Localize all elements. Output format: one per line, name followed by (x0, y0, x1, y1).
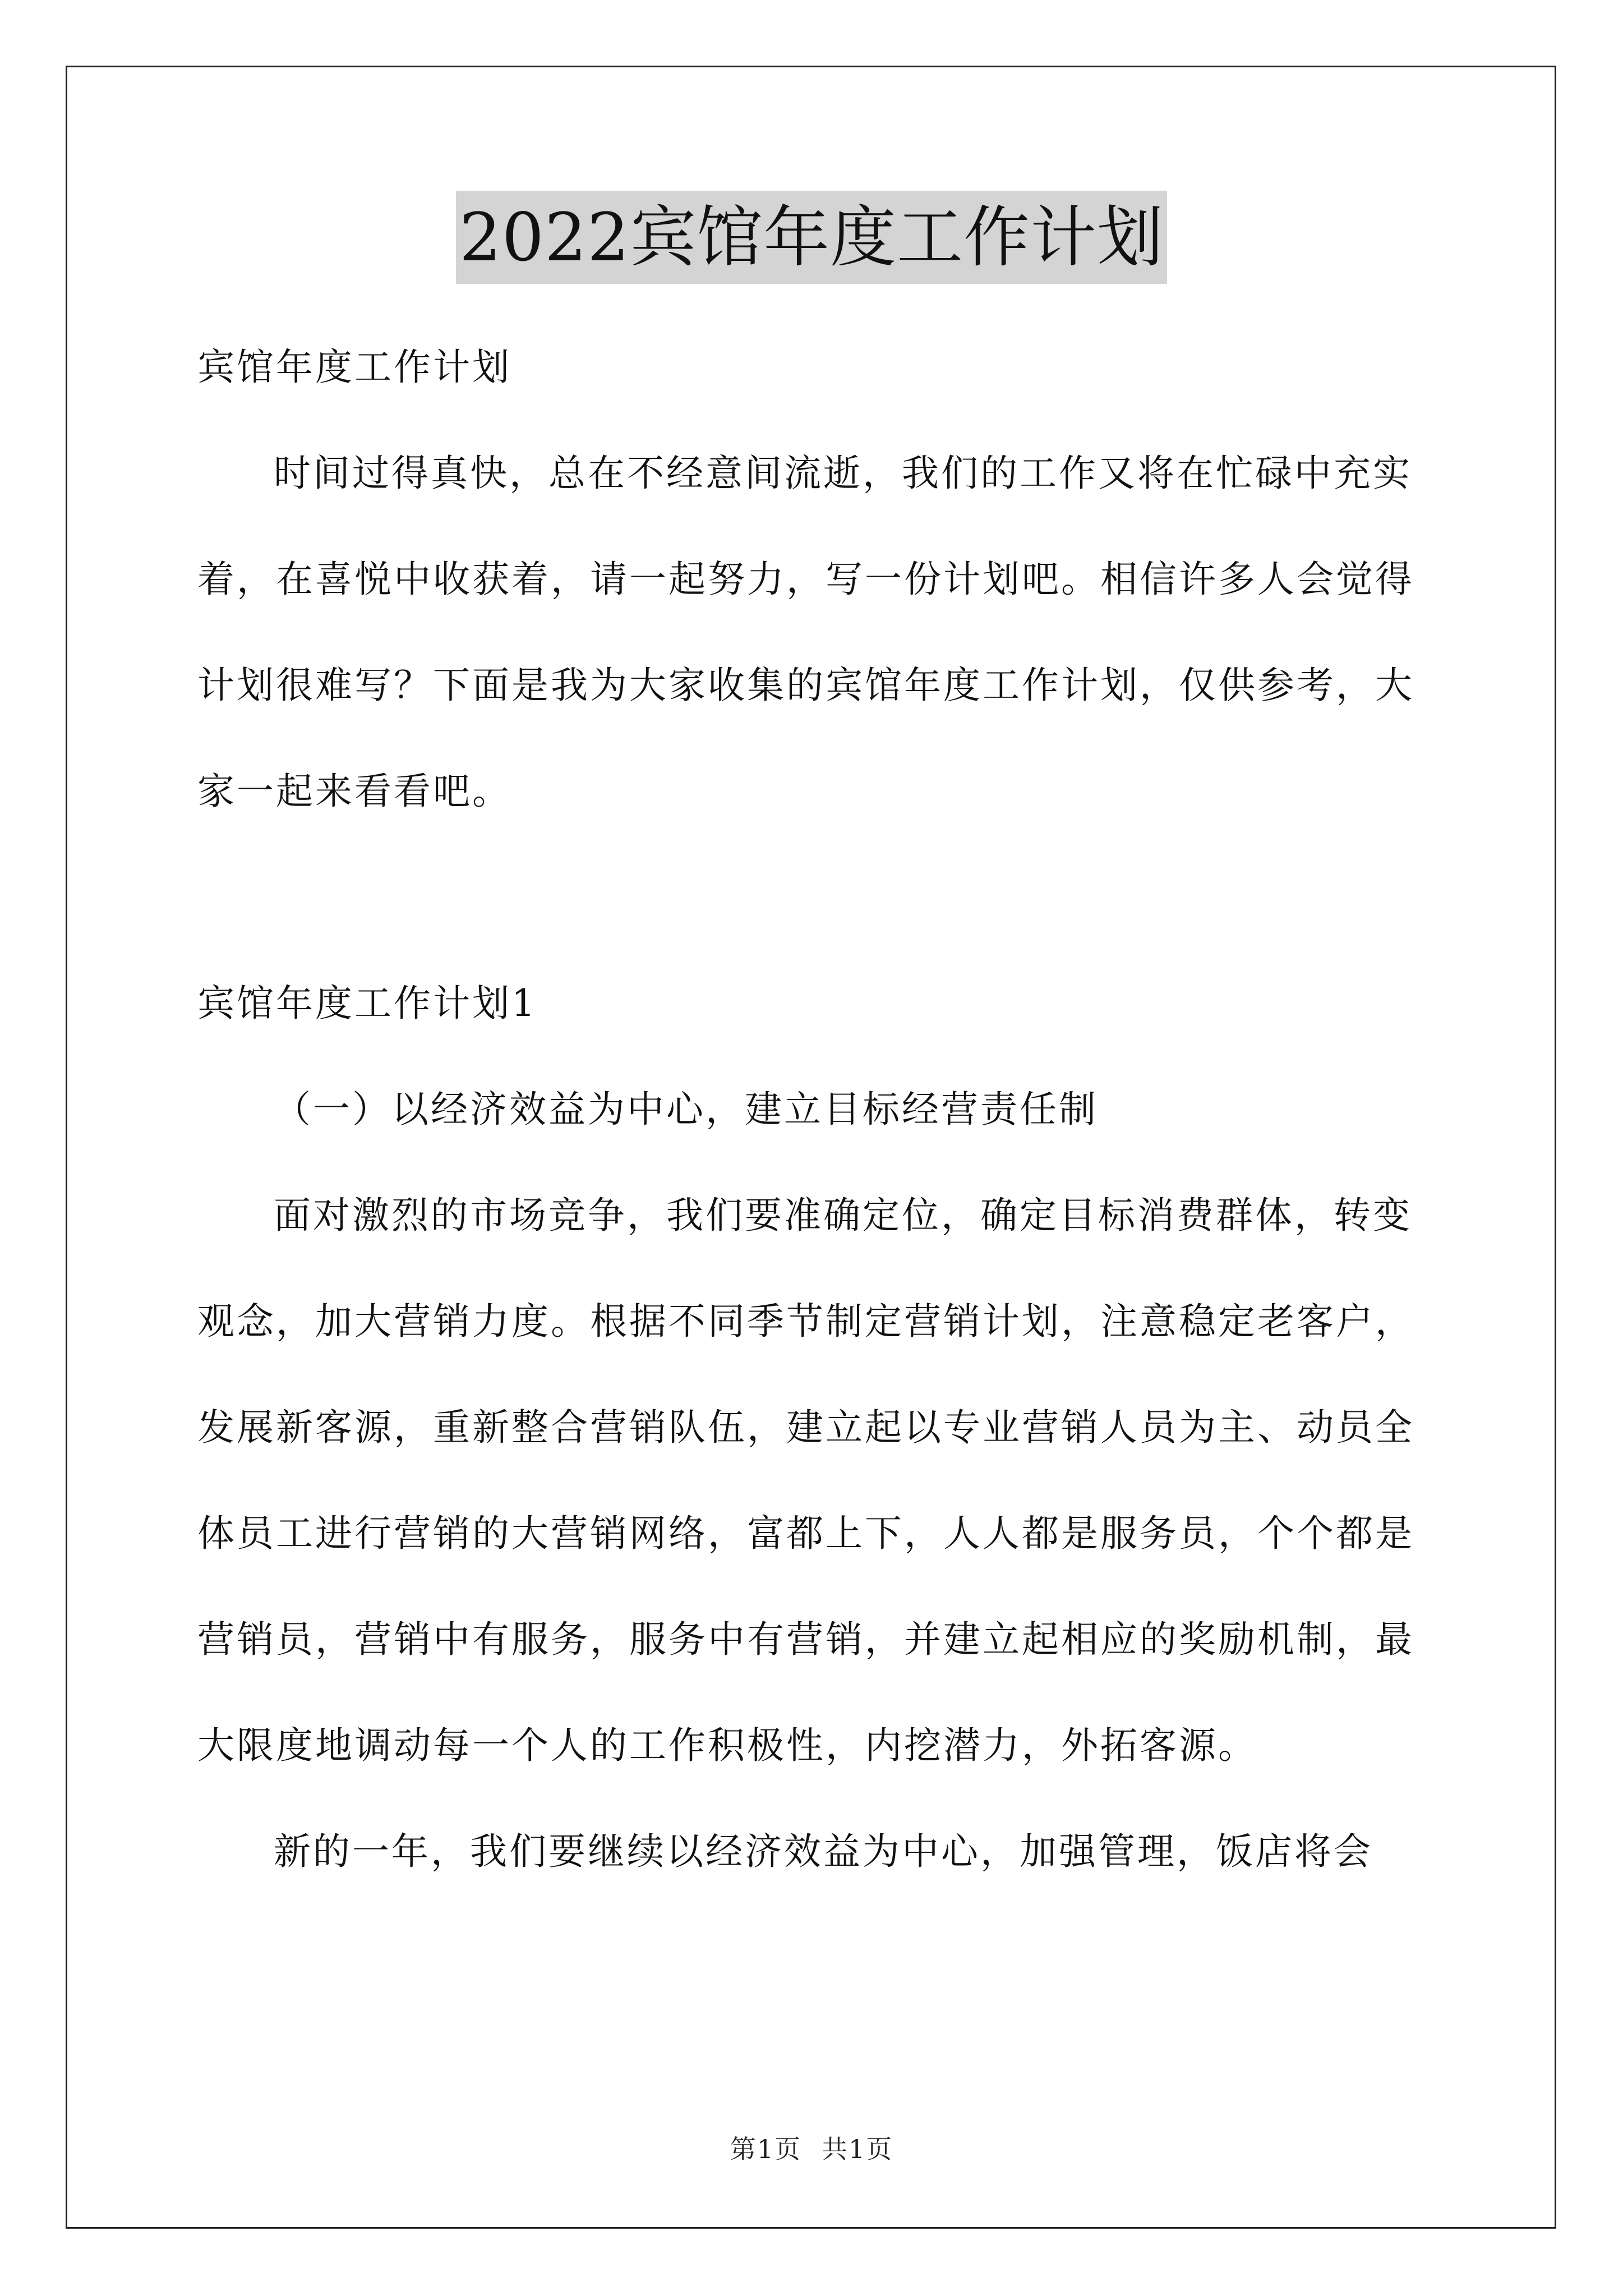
body-paragraph-continued: 新的一年，我们要继续以经济效益为中心，加强管理，饭店将会 (274, 1830, 1373, 1873)
page-number-total: 共1页 (822, 2134, 893, 2164)
document-title: 2022宾馆年度工作计划 (456, 191, 1167, 284)
intro-paragraph: 时间过得真快，总在不经意间流逝，我们的工作又将在忙碌中充实着，在喜悦中收获着，请一起努力，写一份计划吧。相信许多人会觉得计划很难写？下面是我为大家收集的宾馆年度工作计划，仅供参考，大家一起来看看吧。 (197, 452, 1414, 813)
section-spacer (197, 844, 1431, 950)
section-point-heading: （一）以经济效益为中心，建立目标经营责任制 (274, 1088, 1098, 1131)
page-footer (0, 2129, 1623, 2166)
section-heading: 宾馆年度工作计划1 (197, 982, 537, 1025)
document-body (197, 314, 1431, 1904)
title-container (0, 191, 1623, 284)
page-number-current: 第1页 (730, 2134, 801, 2164)
document-subtitle: 宾馆年度工作计划 (197, 346, 511, 389)
body-paragraph: 面对激烈的市场竞争，我们要准确定位，确定目标消费群体，转变观念，加大营销力度。根据不同季节制定营销计划，注意稳定老客户，发展新客源，重新整合营销队伍，建立起以专业营销人员为主、动员全体员工进行营销的大营销网络，富都上下，人人都是服务员，个个都是营销员，营销中有服务，服务中有营销，并建立起相应的奖励机制，最大限度地调动每一个人的工作积极性，内挖潜力，外拓客源。 (197, 1194, 1414, 1767)
